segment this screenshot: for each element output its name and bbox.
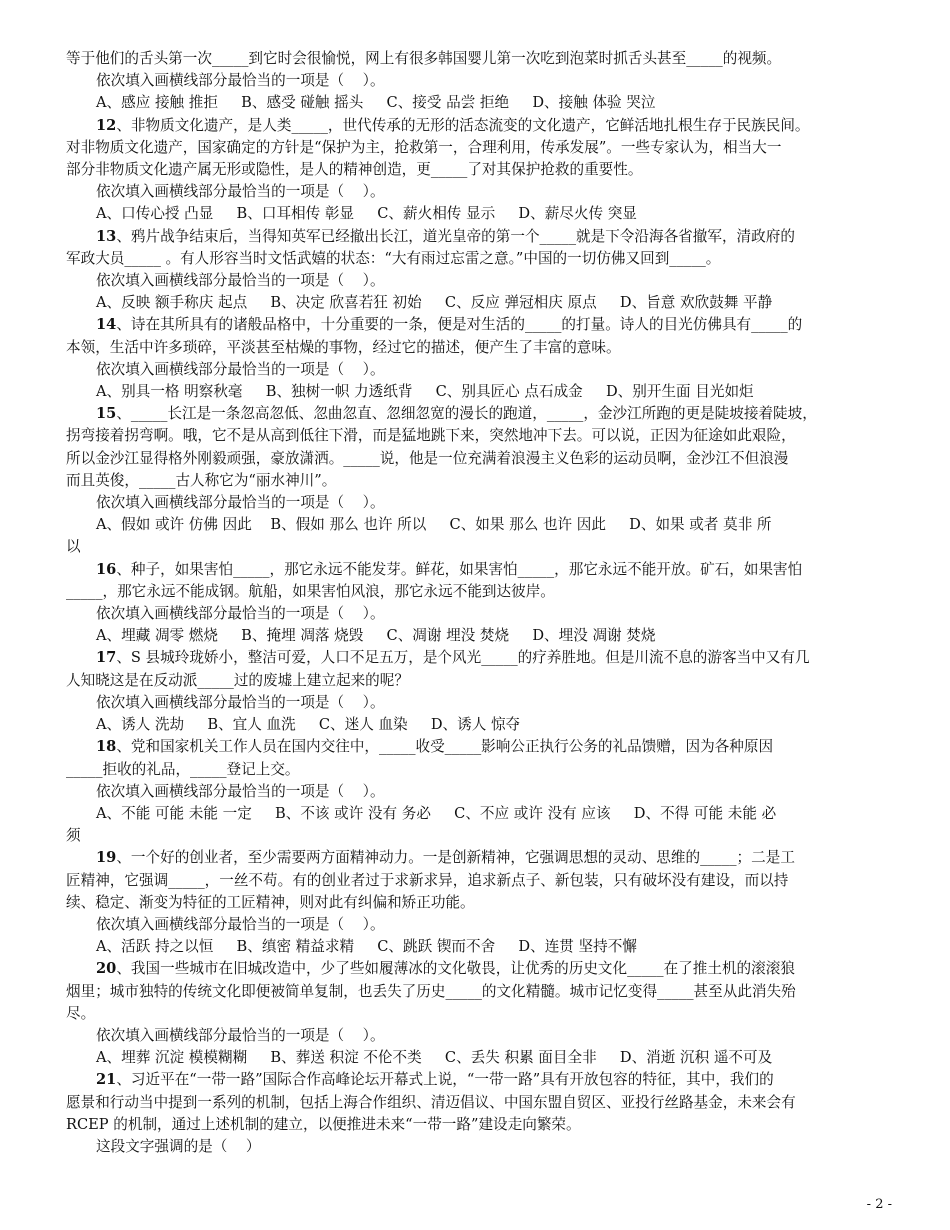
line-text: RCEP 的机制，通过上述机制的建立，以便推进未来“一带一路”建设走向繁荣。 — [66, 1115, 581, 1133]
question-number: 17 — [96, 649, 117, 667]
text-line — [66, 1047, 886, 1069]
text-line — [66, 759, 886, 781]
line-text: A、诱人 洗劫 B、宜人 血洗 C、迷人 血染 D、诱人 惊夺 — [96, 716, 521, 734]
line-text: 、S 县城玲珑娇小，整洁可爱，人口不足五万，是个风光_____的疗养胜地。但是川流不息的游客当中又有几 — [116, 649, 810, 667]
text-line — [66, 781, 886, 803]
line-text: 军政大员_____ 。有人形容当时文恬武嬉的状态：“大有雨过忘雷之意。”中国的一切仿佛又回到_____。 — [66, 249, 721, 267]
line-text: _____，那它永远不能成钢。航船，如果害怕风浪，那它永远不能到达彼岸。 — [66, 582, 555, 600]
text-line — [66, 625, 886, 647]
line-text: 、非物质文化遗产，是人类_____，世代传承的无形的活态流变的文化遗产，它鲜活地扎根生存于民族民间。 — [116, 116, 810, 134]
line-text: A、不能 可能 未能 一定 B、不该 或许 没有 务必 C、不应 或许 没有 应该 D、不得 可能 未能 必 — [96, 804, 777, 822]
line-text: 、_____长江是一条忽高忽低、忽曲忽直、忽细忽宽的漫长的跑道，_____，金沙江所跑的更是陡坡接着陡坡， — [116, 405, 817, 423]
question-number: 21 — [96, 1071, 117, 1089]
text-line — [66, 870, 886, 892]
question-number: 20 — [96, 960, 117, 978]
text-line — [66, 936, 886, 958]
text-line — [66, 670, 886, 692]
text-line — [66, 292, 886, 314]
text-line — [66, 425, 886, 447]
text-line — [66, 914, 886, 936]
line-text: A、活跃 持之以恒 B、缜密 精益求精 C、跳跃 锲而不舍 D、连贯 坚持不懈 — [96, 938, 637, 956]
text-line — [66, 470, 886, 492]
text-line — [66, 248, 886, 270]
text-line — [66, 1003, 886, 1025]
line-text: 本领，生活中许多琐碎，平淡甚至枯燥的事物，经过它的描述，便产生了丰富的意味。 — [66, 338, 621, 356]
text-line — [66, 381, 886, 403]
line-text: 依次填入画横线部分最恰当的一项是（ ）。 — [96, 915, 385, 933]
line-text: 依次填入画横线部分最恰当的一项是（ ）。 — [96, 782, 385, 800]
line-text: A、感应 接触 推拒 B、感受 碰触 摇头 C、接受 品尝 拒绝 D、接触 体验 哭泣 — [96, 94, 656, 112]
text-line — [66, 581, 886, 603]
line-text: 尽。 — [66, 1004, 96, 1022]
text-line — [66, 1114, 886, 1136]
line-text: 依次填入画横线部分最恰当的一项是（ ）。 — [96, 183, 385, 201]
line-text: 续、稳定、渐变为特征的工匠精神，则对此有纠偏和矫正功能。 — [66, 893, 475, 911]
line-text: A、假如 或许 仿佛 因此 B、假如 那么 也许 所以 C、如果 那么 也许 因此 D、如果 或者 莫非 所 — [96, 516, 772, 534]
question-number: 12 — [96, 116, 117, 134]
question-line — [66, 403, 886, 425]
line-text: 依次填入画横线部分最恰当的一项是（ ）。 — [96, 72, 385, 90]
line-text: 、鸦片战争结束后，当得知英军已经撤出长江，道光皇帝的第一个_____就是下令沿海各省撤军，清政府的 — [116, 227, 795, 245]
text-line — [66, 1136, 886, 1158]
text-line — [66, 892, 886, 914]
line-text: 依次填入画横线部分最恰当的一项是（ ）。 — [96, 605, 385, 623]
line-text: 依次填入画横线部分最恰当的一项是（ ）。 — [96, 360, 385, 378]
text-line — [66, 92, 886, 114]
text-line — [66, 337, 886, 359]
text-line — [66, 48, 886, 70]
text-line — [66, 137, 886, 159]
line-text: 人知晓这是在反动派_____过的废墟上建立起来的呢？ — [66, 671, 409, 689]
question-number: 13 — [96, 227, 117, 245]
question-number: 14 — [96, 316, 117, 334]
text-line — [66, 536, 886, 558]
document-page — [66, 48, 886, 1158]
text-line — [66, 1092, 886, 1114]
text-line — [66, 692, 886, 714]
line-text: A、埋葬 沉淀 模模糊糊 B、葬送 积淀 不伦不类 C、丢失 积累 面目全非 D、消逝 沉积 遥不可及 — [96, 1049, 773, 1067]
line-text: A、反映 额手称庆 起点 B、决定 欣喜若狂 初始 C、反应 弹冠相庆 原点 D、旨意 欢欣鼓舞 平静 — [96, 294, 773, 312]
line-text: 依次填入画横线部分最恰当的一项是（ ）。 — [96, 693, 385, 711]
question-line — [66, 958, 886, 980]
question-line — [66, 559, 886, 581]
line-text: 、习近平在“一带一路”国际合作高峰论坛开幕式上说，“一带一路”具有开放包容的特征，其中，我们的 — [116, 1071, 774, 1089]
line-text: 所以金沙江显得格外刚毅顽强，豪放潇洒。_____说，他是一位充满着浪漫主义色彩的运动员啊，金沙江不但浪漫 — [66, 449, 789, 467]
line-text: 、一个好的创业者，至少需要两方面精神动力。一是创新精神，它强调思想的灵动、思维的_____；二是工 — [116, 849, 795, 867]
line-text: 、种子，如果害怕_____，那它永远不能发芽。鲜花，如果害怕_____，那它永远不能开放。矿石，如果害怕 — [116, 560, 803, 578]
line-text: A、口传心授 凸显 B、口耳相传 彰显 C、薪火相传 显示 D、薪尽火传 突显 — [96, 205, 637, 223]
line-text: 部分非物质文化遗产属无形或隐性，是人的精神创造，更_____了对其保护抢救的重要性。 — [66, 161, 643, 179]
question-number: 19 — [96, 849, 117, 867]
text-line — [66, 70, 886, 92]
line-text: 而且英俊，_____古人称它为“丽水神川”。 — [66, 471, 337, 489]
line-text: A、别具一格 明察秋毫 B、独树一帜 力透纸背 C、别具匠心 点石成金 D、别开生面 目光如炬 — [96, 383, 754, 401]
line-text: 依次填入画横线部分最恰当的一项是（ ）。 — [96, 272, 385, 290]
text-line — [66, 981, 886, 1003]
line-text: 、诗在其所具有的诸般品格中，十分重要的一条，便是对生活的_____的打量。诗人的目光仿佛具有_____的 — [116, 316, 803, 334]
question-line — [66, 226, 886, 248]
text-line — [66, 159, 886, 181]
question-number: 15 — [96, 405, 117, 423]
line-text: 以 — [66, 538, 81, 556]
text-line — [66, 825, 886, 847]
text-line — [66, 803, 886, 825]
text-line — [66, 181, 886, 203]
line-text: 对非物质文化遗产，国家确定的方针是“保护为主，抢救第一，合理利用，传承发展”。一些专家认为，相当大一 — [66, 138, 782, 156]
text-line — [66, 492, 886, 514]
line-text: 依次填入画横线部分最恰当的一项是（ ）。 — [96, 494, 385, 512]
text-line — [66, 714, 886, 736]
question-line — [66, 314, 886, 336]
line-text: 须 — [66, 827, 81, 845]
line-text: 等于他们的舌头第一次_____到它时会很愉悦，网上有很多韩国婴儿第一次吃到泡菜时抓舌头甚至_____的视频。 — [66, 50, 782, 67]
question-line — [66, 736, 886, 758]
question-line — [66, 847, 886, 869]
text-line — [66, 359, 886, 381]
page-number: - 2 - — [866, 1197, 892, 1212]
line-text: 匠精神，它强调_____，一丝不苟。有的创业者过于求新求异，追求新点子、新包装，只有破坏没有建设，而以持 — [66, 871, 789, 889]
line-text: _____拒收的礼品，_____登记上交。 — [66, 760, 300, 778]
text-line — [66, 203, 886, 225]
text-line — [66, 514, 886, 536]
line-text: A、埋藏 凋零 燃烧 B、掩埋 凋落 烧毁 C、凋谢 埋没 焚烧 D、埋没 凋谢 焚烧 — [96, 627, 656, 645]
question-line — [66, 115, 886, 137]
text-line — [66, 603, 886, 625]
question-number: 18 — [96, 738, 117, 756]
line-text: 愿景和行动当中提到一系列的机制，包括上海合作组织、清迈倡议、中国东盟自贸区、亚投行丝路基金，未来会有 — [66, 1093, 796, 1111]
line-text: 依次填入画横线部分最恰当的一项是（ ）。 — [96, 1026, 385, 1044]
text-line — [66, 1025, 886, 1047]
line-text: 、我国一些城市在旧城改造中，少了些如履薄冰的文化敬畏，让优秀的历史文化_____在了推土机的滚滚狼 — [116, 960, 795, 978]
line-text: 、党和国家机关工作人员在国内交往中，_____收受_____影响公正执行公务的礼品馈赠，因为各种原因 — [116, 738, 774, 756]
question-number: 16 — [96, 560, 117, 578]
question-line — [66, 647, 886, 669]
text-line — [66, 270, 886, 292]
line-text: 拐弯接着拐弯啊。哦，它不是从高到低往下滑，而是猛地跳下来，突然地冲下去。可以说，正因为征途如此艰险， — [66, 427, 796, 445]
text-line — [66, 448, 886, 470]
question-line — [66, 1069, 886, 1091]
line-text: 这段文字强调的是（ ） — [96, 1137, 261, 1155]
line-text: 烟里；城市独特的传统文化即便被简单复制，也丢失了历史_____的文化精髓。城市记忆变得_____甚至从此消失殆 — [66, 982, 796, 1000]
